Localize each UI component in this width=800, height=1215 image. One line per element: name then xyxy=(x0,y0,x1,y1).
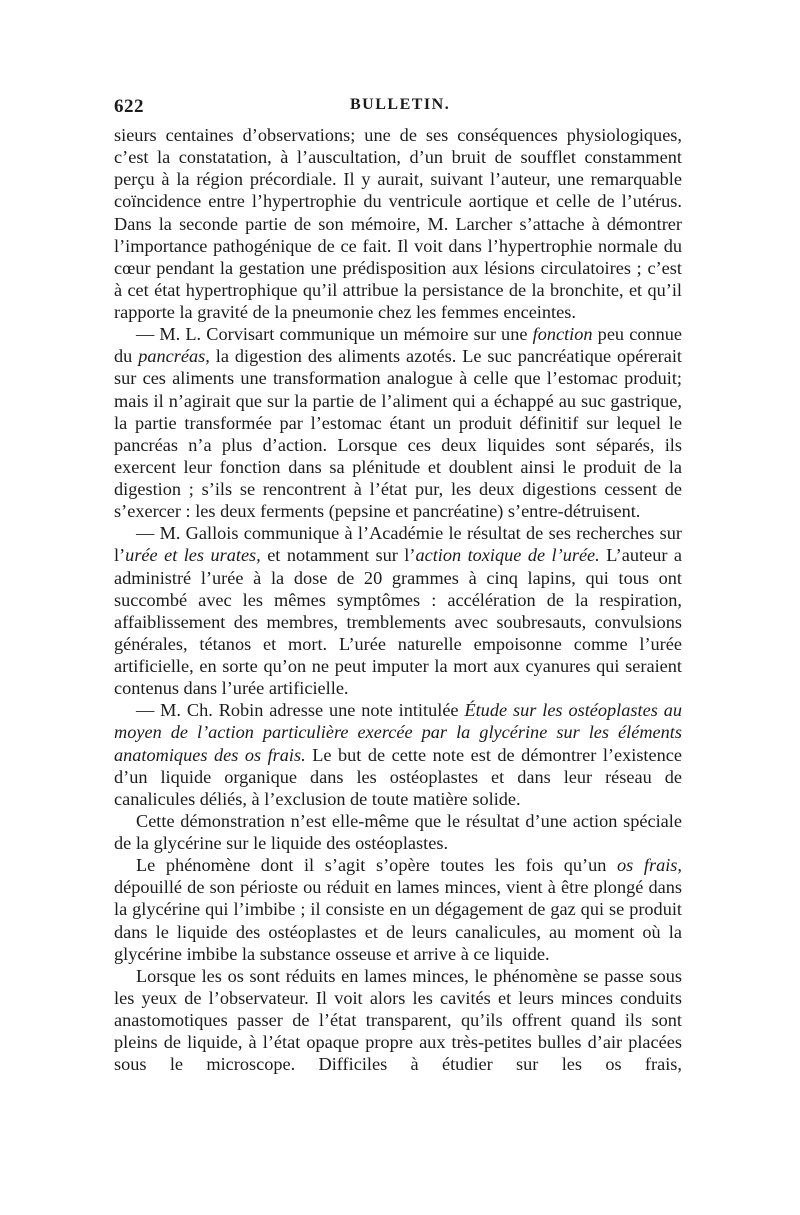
italic-run: urée et les urates, xyxy=(125,545,261,566)
paragraph-demonstration: Cette démonstration n’est elle-même que le résultat d’une action spéciale de la glycérine sur le liquide des ostéoplastes. xyxy=(114,810,682,853)
italic-run: pancréas, xyxy=(138,346,210,367)
italic-run: fonction xyxy=(532,324,593,345)
paragraph-gallois xyxy=(114,522,682,699)
page-number: 622 xyxy=(114,96,144,117)
running-head: BULLETIN. xyxy=(350,96,451,113)
page-header xyxy=(114,96,680,120)
text-run: peu connue du xyxy=(114,324,683,367)
text-run: dépouillé de son périoste ou réduit en lames minces, vient à être plongé dans la glycérine qui l’imbibe ; il consiste en un dégagement de gaz qui se produit dans le liquide des ostéoplastes et de leurs canalicules, au moment où la glycérine imbibe la substance osseuse et arrive à ce liquide. xyxy=(114,877,682,964)
text-run: — M. Ch. Robin adresse une note intitulée xyxy=(136,700,465,721)
paragraph-corvisart xyxy=(114,323,682,522)
text-run: — M. Gallois communique à l’Académie le résultat de ses recherches sur l’ xyxy=(114,523,682,566)
body-text xyxy=(114,124,682,1075)
italic-title: Étude sur les ostéoplastes au moyen de l’action particulière exercée par la glycérine sur les éléments anatomiques des os frais. xyxy=(114,700,682,765)
paragraph-phenomene xyxy=(114,854,682,965)
text-run: Le phénomène dont il s’agit s’opère toutes les fois qu’un xyxy=(136,855,617,876)
text-run: — M. L. Corvisart communique un mémoire sur une xyxy=(136,324,533,345)
text-run: et notamment sur l’ xyxy=(260,545,416,566)
text-run: L’auteur a administré l’urée à la dose de 20 grammes à cinq lapins, qui tous ont succombé avec les mêmes symptômes : accélération de la respiration, affaiblissement des membres, tremblements avec soubresauts, convulsions générales, tétanos et mort. L’urée naturelle empoisonne comme l’urée artificielle, en sorte qu’on ne peut imputer la mort aux cyanures qui seraient contenus dans l’urée artificielle. xyxy=(114,545,682,699)
paragraph-robin xyxy=(114,699,682,810)
paragraph-lames-minces: Lorsque les os sont réduits en lames minces, le phénomène se passe sous les yeux de l’observateur. Il voit alors les cavités et leurs minces conduits anastomotiques passer de l’état transparent, qu’ils offrent quand ils sont pleins de liquide, à l’état opaque propre aux très-petites bulles d’air placées sous le microscope. Difficiles à étudier sur les os frais, xyxy=(114,965,682,1075)
text-run: Le but de cette note est de démontrer l’existence d’un liquide organique dans les ostéoplastes et dans leur réseau de canalicules déliés, à l’exclusion de toute matière solide. xyxy=(114,744,682,809)
paragraph-larcher: sieurs centaines d’observations; une de ses conséquences physiologiques, c’est la constatation, à l’auscultation, d’un bruit de soufflet constamment perçu à la région précordiale. Il y aurait, suivant l’auteur, une remarquable coïncidence entre l’hypertrophie du ventricule aortique et celle de l’utérus. Dans la seconde partie de son mémoire, M. Larcher s’attache à démontrer l’importance pathogénique de ce fait. Il voit dans l’hypertrophie normale du cœur pendant la gestation une prédisposition aux lésions circulatoires ; c’est à cet état hypertrophique qu’il attribue la persistance de la bronchite, et qu’il rapporte la gravité de la pneumonie chez les femmes enceintes. xyxy=(114,125,682,322)
italic-run: action toxique de l’urée. xyxy=(415,545,600,566)
text-run: la digestion des aliments azotés. Le suc pancréatique opérerait sur ces aliments une transformation analogue à celle que l’estomac produit; mais il n’agirait que sur la partie de l’aliment qui a échappé au suc gastrique, la partie transformée par l’estomac étant un produit définitif sur lequel le pancréas n’a plus d’action. Lorsque ces deux liquides sont séparés, ils exercent leur fonction dans sa plénitude et doublent ainsi le produit de la digestion ; s’ils se rencontrent à l’état pur, les deux digestions cessent de s’exercer : les deux ferments (pepsine et pancréatine) s’entre-détruisent. xyxy=(114,346,682,522)
italic-run: os frais, xyxy=(617,855,682,876)
